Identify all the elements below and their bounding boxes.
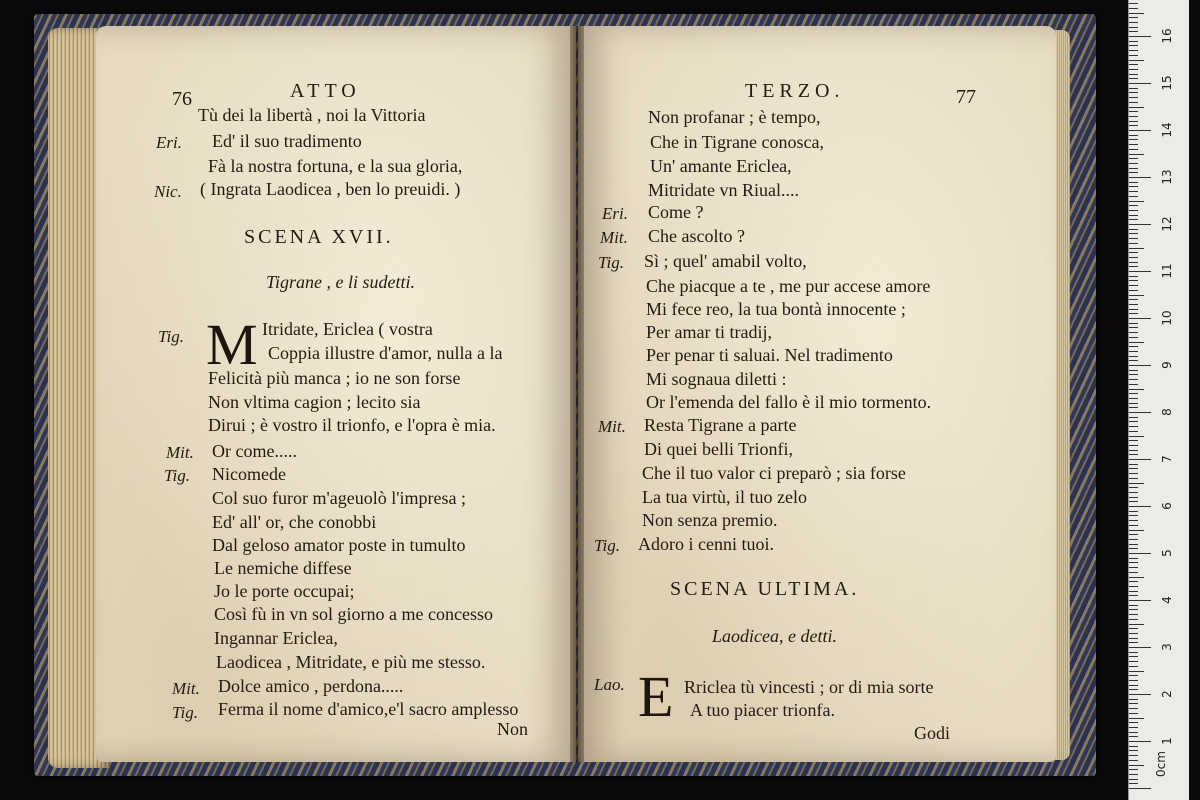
ruler-tick xyxy=(1129,713,1138,714)
ruler-tick xyxy=(1129,92,1138,93)
text-line: Un' amante Ericlea, xyxy=(650,156,792,176)
ruler-tick xyxy=(1129,403,1138,404)
ruler-tick xyxy=(1129,346,1138,347)
ruler-tick xyxy=(1129,647,1151,648)
ruler-number: 8 xyxy=(1160,408,1174,416)
ruler-tick xyxy=(1129,50,1138,51)
ruler-tick xyxy=(1129,426,1138,427)
ruler-tick xyxy=(1129,182,1138,183)
ruler-tick xyxy=(1129,619,1138,620)
ruler-tick xyxy=(1129,374,1138,375)
ruler-tick xyxy=(1129,318,1151,319)
text-line: Fà la nostra fortuna, e la sua gloria, xyxy=(208,156,463,176)
ruler-tick xyxy=(1129,290,1138,291)
left-running-head: ATTO xyxy=(290,80,361,102)
ruler-tick xyxy=(1129,102,1138,103)
ruler-tick xyxy=(1129,163,1138,164)
ruler-number: 10 xyxy=(1160,310,1174,326)
ruler-tick xyxy=(1129,69,1138,70)
ruler-tick xyxy=(1129,468,1138,469)
text-line: Tù dei la libertà , noi la Vittoria xyxy=(198,105,426,125)
text-line: Col suo furor m'ageuolò l'impresa ; xyxy=(212,488,466,508)
ruler-tick xyxy=(1129,769,1138,770)
ruler-tick xyxy=(1129,539,1138,540)
measuring-ruler xyxy=(1128,0,1189,800)
ruler-tick xyxy=(1129,3,1138,4)
text-line: Resta Tigrane a parte xyxy=(644,415,797,435)
speaker-label: Tig. xyxy=(158,327,184,346)
text-line: Per amar ti tradij, xyxy=(646,322,772,342)
ruler-tick xyxy=(1129,412,1151,413)
ruler-tick xyxy=(1129,60,1144,61)
ruler-tick xyxy=(1129,78,1138,79)
speaker-label: Tig. xyxy=(598,253,624,272)
ruler-tick xyxy=(1129,525,1138,526)
ruler-tick xyxy=(1129,233,1138,234)
ruler-tick xyxy=(1129,257,1138,258)
ruler-tick xyxy=(1129,13,1144,14)
ruler-tick xyxy=(1129,313,1138,314)
text-line: Ed' all' or, che conobbi xyxy=(212,512,377,532)
ruler-tick xyxy=(1129,295,1144,296)
catchword: Non xyxy=(497,719,528,739)
ruler-tick xyxy=(1129,694,1151,695)
ruler-tick xyxy=(1129,158,1138,159)
ruler-tick xyxy=(1129,741,1151,742)
ruler-tick xyxy=(1129,703,1138,704)
catchword: Godi xyxy=(914,723,950,743)
speaker-label: Eri. xyxy=(156,133,182,152)
scene-cast: Tigrane , e li sudetti. xyxy=(266,272,416,292)
ruler-tick xyxy=(1129,671,1144,672)
book-gutter xyxy=(570,26,584,762)
speaker-label: Mit. xyxy=(598,417,626,436)
ruler-tick xyxy=(1129,788,1151,789)
ruler-tick xyxy=(1129,624,1144,625)
text-line: Nicomede xyxy=(212,464,286,484)
ruler-tick xyxy=(1129,121,1138,122)
ruler-tick xyxy=(1129,177,1151,178)
ruler-tick xyxy=(1129,708,1138,709)
text-line: Jo le porte occupai; xyxy=(214,581,355,601)
ruler-tick xyxy=(1129,210,1138,211)
ruler-number: 1 xyxy=(1160,737,1174,745)
ruler-number: 3 xyxy=(1160,643,1174,651)
ruler-tick xyxy=(1129,548,1138,549)
ruler-tick xyxy=(1129,215,1138,216)
speaker-label: Mit. xyxy=(172,679,200,698)
ruler-tick xyxy=(1129,393,1138,394)
ruler-number: 16 xyxy=(1160,28,1174,44)
ruler-tick xyxy=(1129,520,1138,521)
text-line: Che ascolto ? xyxy=(648,226,745,246)
text-line: Per penar ti saluai. Nel tradimento xyxy=(646,345,893,365)
ruler-tick xyxy=(1129,530,1144,531)
text-line: Rriclea tù vincesti ; or di mia sorte xyxy=(684,677,934,697)
ruler-tick xyxy=(1129,774,1138,775)
ruler-number: 2 xyxy=(1160,690,1174,698)
ruler-tick xyxy=(1129,224,1151,225)
left-page-number: 76 xyxy=(172,88,192,110)
ruler-tick xyxy=(1129,229,1138,230)
ruler-tick xyxy=(1129,97,1138,98)
ruler-tick xyxy=(1129,407,1138,408)
text-line: Sì ; quel' amabil volto, xyxy=(644,251,807,271)
ruler-tick xyxy=(1129,685,1138,686)
text-line: Che in Tigrane conosca, xyxy=(650,132,824,152)
ruler-tick xyxy=(1129,74,1138,75)
ruler-tick xyxy=(1129,205,1138,206)
text-line: Dal geloso amator poste in tumulto xyxy=(212,535,466,555)
ruler-tick xyxy=(1129,501,1138,502)
drop-cap: E xyxy=(638,664,674,729)
ruler-tick xyxy=(1129,689,1138,690)
ruler-tick xyxy=(1129,327,1138,328)
ruler-tick xyxy=(1129,219,1138,220)
text-line: Dirui ; è vostro il trionfo, e l'opra è mia. xyxy=(208,415,496,435)
ruler-tick xyxy=(1129,351,1138,352)
ruler-tick xyxy=(1129,337,1138,338)
text-line: Or l'emenda del fallo è il mio tormento. xyxy=(646,392,932,412)
ruler-tick xyxy=(1129,779,1138,780)
ruler-tick xyxy=(1129,732,1138,733)
right-page-number: 77 xyxy=(956,86,976,108)
ruler-tick xyxy=(1129,168,1138,169)
text-line: Non profanar ; è tempo, xyxy=(648,107,821,127)
ruler-tick xyxy=(1129,22,1138,23)
ruler-tick xyxy=(1129,309,1138,310)
text-line: Or come..... xyxy=(212,441,297,461)
ruler-tick xyxy=(1129,473,1138,474)
ruler-tick xyxy=(1129,652,1138,653)
text-line: Ingannar Ericlea, xyxy=(214,628,338,648)
ruler-tick xyxy=(1129,614,1138,615)
ruler-tick xyxy=(1129,149,1138,150)
speaker-label: Mit. xyxy=(166,443,194,462)
ruler-tick xyxy=(1129,31,1138,32)
ruler-tick xyxy=(1129,675,1138,676)
ruler-tick xyxy=(1129,558,1138,559)
ruler-tick xyxy=(1129,262,1138,263)
ruler-tick xyxy=(1129,628,1138,629)
text-line: Come ? xyxy=(648,202,704,222)
ruler-number: 13 xyxy=(1160,169,1174,185)
ruler-tick xyxy=(1129,365,1151,366)
ruler-tick xyxy=(1129,750,1138,751)
ruler-tick xyxy=(1129,238,1138,239)
ruler-tick xyxy=(1129,783,1138,784)
ruler-tick xyxy=(1129,266,1138,267)
ruler-tick xyxy=(1129,586,1138,587)
text-line: Mi fece reo, la tua bontà innocente ; xyxy=(646,299,906,319)
ruler-tick xyxy=(1129,595,1138,596)
ruler-tick xyxy=(1129,398,1138,399)
ruler-tick xyxy=(1129,727,1138,728)
ruler-tick xyxy=(1129,421,1138,422)
ruler-tick xyxy=(1129,464,1138,465)
ruler-tick xyxy=(1129,497,1138,498)
ruler-tick xyxy=(1129,41,1138,42)
ruler-tick xyxy=(1129,478,1138,479)
speaker-label: Tig. xyxy=(172,703,198,722)
ruler-tick xyxy=(1129,534,1138,535)
text-line: Coppia illustre d'amor, nulla a la xyxy=(268,343,503,363)
ruler-number: 5 xyxy=(1160,549,1174,557)
ruler-tick xyxy=(1129,55,1138,56)
ruler-tick xyxy=(1129,553,1151,554)
ruler-tick xyxy=(1129,718,1144,719)
ruler-tick xyxy=(1129,201,1144,202)
ruler-tick xyxy=(1129,445,1138,446)
ruler-tick xyxy=(1129,600,1151,601)
ruler-tick xyxy=(1129,450,1138,451)
ruler-tick xyxy=(1129,88,1138,89)
scene-title: SCENA XVII. xyxy=(244,226,394,248)
ruler-tick xyxy=(1129,356,1138,357)
ruler-tick xyxy=(1129,389,1144,390)
ruler-number: 14 xyxy=(1160,122,1174,138)
text-line: Così fù in vn sol giorno a me concesso xyxy=(214,604,493,624)
scene-title: SCENA ULTIMA. xyxy=(670,578,860,600)
ruler-tick xyxy=(1129,172,1138,173)
ruler-tick xyxy=(1129,304,1138,305)
ruler-tick xyxy=(1129,699,1138,700)
right-running-head: TERZO. xyxy=(745,80,845,102)
text-line: Mi sognaua diletti : xyxy=(646,369,787,389)
ruler-tick xyxy=(1129,196,1138,197)
ruler-tick xyxy=(1129,64,1138,65)
text-line: La tua virtù, il tuo zelo xyxy=(642,487,807,507)
ruler-tick xyxy=(1129,135,1138,136)
ruler-tick xyxy=(1129,191,1138,192)
speaker-label: Mit. xyxy=(600,228,628,247)
ruler-tick xyxy=(1129,492,1138,493)
text-line: A tuo piacer trionfa. xyxy=(690,700,835,720)
ruler-tick xyxy=(1129,680,1138,681)
text-line: Ed' il suo tradimento xyxy=(212,131,362,151)
ruler-number: 9 xyxy=(1160,361,1174,369)
ruler-tick xyxy=(1129,139,1138,140)
ruler-tick xyxy=(1129,436,1144,437)
ruler-unit-label: 0cm xyxy=(1154,751,1168,777)
drop-cap: M xyxy=(206,312,258,377)
ruler-number: 12 xyxy=(1160,216,1174,232)
ruler-tick xyxy=(1129,567,1138,568)
speaker-label: Lao. xyxy=(594,675,625,694)
ruler-tick xyxy=(1129,83,1151,84)
ruler-tick xyxy=(1129,656,1138,657)
text-line: Le nemiche diffese xyxy=(214,558,352,578)
ruler-tick xyxy=(1129,666,1138,667)
ruler-tick xyxy=(1129,642,1138,643)
ruler-tick xyxy=(1129,661,1138,662)
ruler-number: 11 xyxy=(1160,263,1174,279)
ruler-tick xyxy=(1129,27,1138,28)
ruler-tick xyxy=(1129,379,1138,380)
ruler-tick xyxy=(1129,36,1151,37)
ruler-tick xyxy=(1129,248,1144,249)
ruler-tick xyxy=(1129,722,1138,723)
ruler-tick xyxy=(1129,107,1144,108)
ruler-tick xyxy=(1129,186,1138,187)
ruler-tick xyxy=(1129,506,1151,507)
ruler-tick xyxy=(1129,638,1138,639)
ruler-tick xyxy=(1129,17,1138,18)
ruler-tick xyxy=(1129,760,1138,761)
ruler-tick xyxy=(1129,271,1151,272)
ruler-tick xyxy=(1129,252,1138,253)
ruler-tick xyxy=(1129,384,1138,385)
text-line: Mitridate vn Riual.... xyxy=(648,180,799,200)
ruler-tick xyxy=(1129,755,1138,756)
ruler-tick xyxy=(1129,765,1144,766)
speaker-label: Tig. xyxy=(164,466,190,485)
scene-cast: Laodicea, e detti. xyxy=(712,626,837,646)
ruler-tick xyxy=(1129,511,1138,512)
text-line: Che il tuo valor ci preparò ; sia forse xyxy=(642,463,906,483)
ruler-tick xyxy=(1129,323,1138,324)
ruler-tick xyxy=(1129,360,1138,361)
ruler-number: 15 xyxy=(1160,75,1174,91)
text-line: Laodicea , Mitridate, e più me stesso. xyxy=(216,652,486,672)
ruler-tick xyxy=(1129,609,1138,610)
text-line: Non vltima cagion ; lecito sia xyxy=(208,392,421,412)
ruler-tick xyxy=(1129,483,1144,484)
text-line: Di quei belli Trionfi, xyxy=(644,439,794,459)
ruler-tick xyxy=(1129,572,1138,573)
ruler-tick xyxy=(1129,144,1138,145)
ruler-number: 6 xyxy=(1160,502,1174,510)
text-line: Itridate, Ericlea ( vostra xyxy=(262,319,433,339)
ruler-tick xyxy=(1129,45,1138,46)
ruler-tick xyxy=(1129,417,1138,418)
ruler-tick xyxy=(1129,130,1151,131)
ruler-tick xyxy=(1129,280,1138,281)
ruler-tick xyxy=(1129,276,1138,277)
ruler-tick xyxy=(1129,454,1138,455)
speaker-label: Nic. xyxy=(154,182,182,201)
ruler-tick xyxy=(1129,299,1138,300)
ruler-tick xyxy=(1129,116,1138,117)
ruler-tick xyxy=(1129,459,1151,460)
ruler-tick xyxy=(1129,431,1138,432)
ruler-tick xyxy=(1129,591,1138,592)
speaker-label: Eri. xyxy=(602,204,628,223)
ruler-tick xyxy=(1129,243,1138,244)
ruler-tick xyxy=(1129,111,1138,112)
text-line: ( Ingrata Laodicea , ben lo preuidi. ) xyxy=(200,179,461,199)
ruler-tick xyxy=(1129,736,1138,737)
ruler-tick xyxy=(1129,332,1138,333)
ruler-tick xyxy=(1129,342,1144,343)
text-line: Felicità più manca ; io ne son forse xyxy=(208,368,461,388)
ruler-tick xyxy=(1129,8,1138,9)
text-line: Che piacque a te , me pur accese amore xyxy=(646,276,931,296)
ruler-tick xyxy=(1129,581,1138,582)
ruler-tick xyxy=(1129,154,1144,155)
text-line: Adoro i cenni tuoi. xyxy=(638,534,774,554)
ruler-tick xyxy=(1129,440,1138,441)
ruler-tick xyxy=(1129,487,1138,488)
text-line: Dolce amico , perdona..... xyxy=(218,676,404,696)
ruler-tick xyxy=(1129,544,1138,545)
ruler-number: 4 xyxy=(1160,596,1174,604)
ruler-tick xyxy=(1129,370,1138,371)
ruler-tick xyxy=(1129,746,1138,747)
text-line: Ferma il nome d'amico,e'l sacro amplesso xyxy=(218,699,519,719)
ruler-tick xyxy=(1129,515,1138,516)
ruler-tick xyxy=(1129,605,1138,606)
speaker-label: Tig. xyxy=(594,536,620,555)
ruler-number: 7 xyxy=(1160,455,1174,463)
ruler-tick xyxy=(1129,633,1138,634)
ruler-tick xyxy=(1129,125,1138,126)
text-line: Non senza premio. xyxy=(642,510,778,530)
ruler-tick xyxy=(1129,562,1138,563)
ruler-tick xyxy=(1129,577,1144,578)
ruler-tick xyxy=(1129,285,1138,286)
